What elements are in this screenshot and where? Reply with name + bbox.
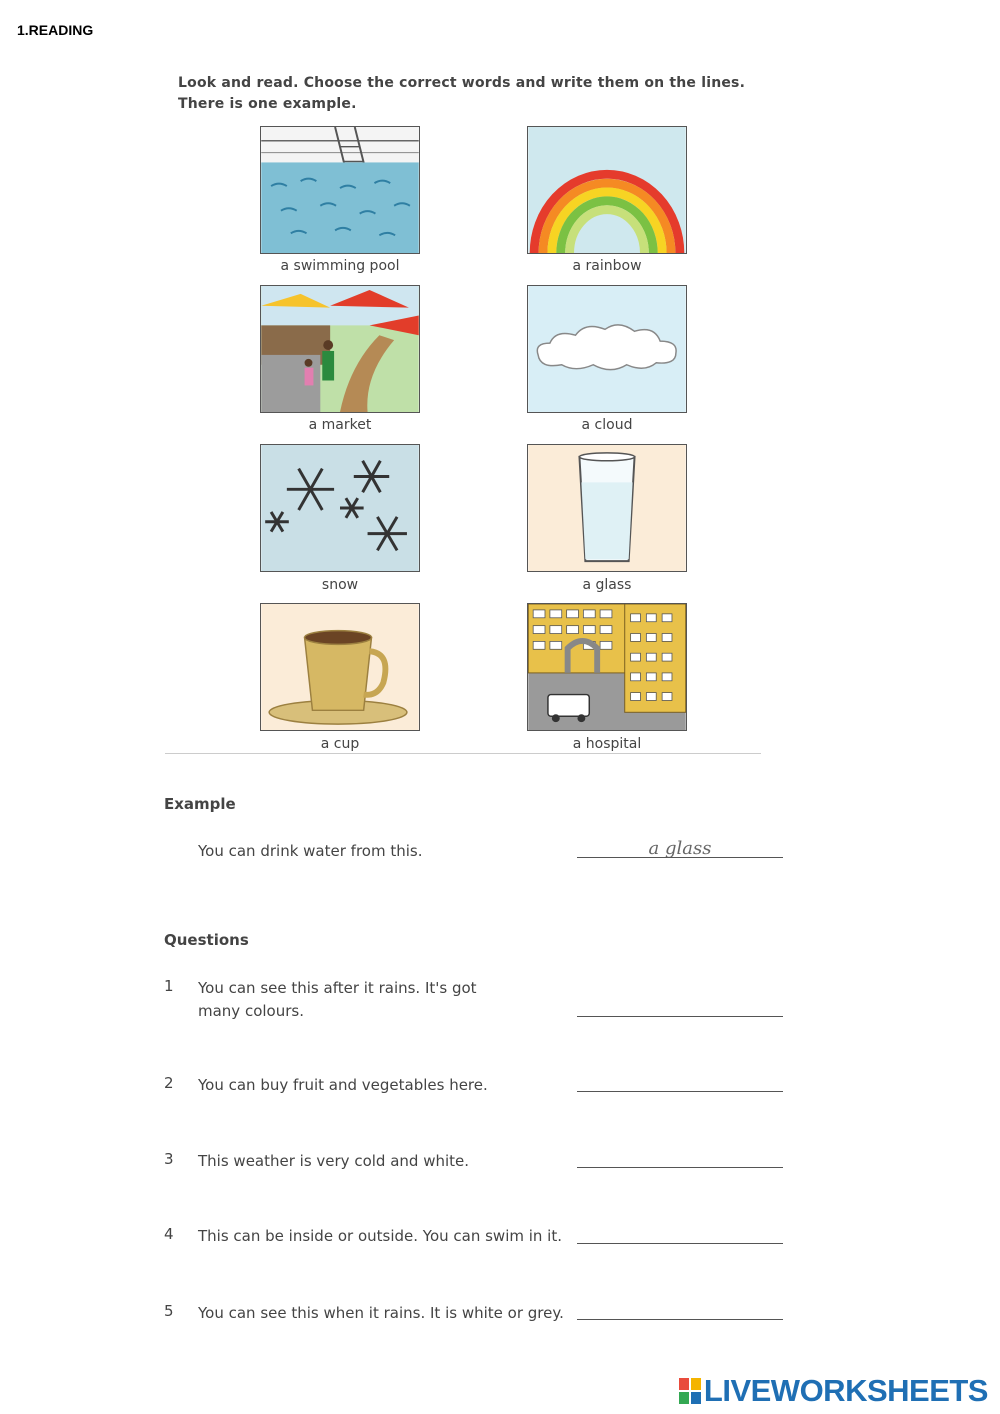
question-5-number: 5 (164, 1302, 174, 1320)
question-2-text: You can buy fruit and vegetables here. (198, 1076, 488, 1094)
liveworksheets-brand (679, 1373, 988, 1409)
rainbow-picture (527, 126, 687, 254)
divider (165, 753, 761, 754)
caption-swimming-pool: a swimming pool (280, 258, 400, 274)
cup-picture (260, 603, 420, 731)
rainbow-icon (528, 127, 686, 253)
caption-glass: a glass (582, 577, 632, 593)
question-3-answer-line[interactable] (577, 1167, 783, 1168)
example-heading: Example (164, 795, 236, 813)
cup-icon (261, 604, 419, 730)
question-1-text-line-1: You can see this after it rains. It's got (198, 979, 477, 997)
snowflake-icon (261, 445, 419, 571)
cloud-icon (528, 286, 686, 412)
brand-name: LIVEWORKSHEETS (703, 1373, 988, 1408)
caption-cloud: a cloud (581, 417, 633, 433)
market-icon (261, 286, 419, 412)
cloud-picture (527, 285, 687, 413)
question-1-text-line-2: many colours. (198, 1002, 304, 1020)
example-answer-line (577, 857, 783, 858)
snow-picture (260, 444, 420, 572)
example-text: You can drink water from this. (198, 842, 423, 860)
question-4-answer-line[interactable] (577, 1243, 783, 1244)
swimming-pool-picture (260, 126, 420, 254)
section-label: 1.READING (17, 22, 94, 38)
question-1-answer-line[interactable] (577, 1016, 783, 1017)
caption-snow: snow (321, 577, 359, 593)
caption-hospital: a hospital (572, 736, 642, 752)
liveworksheets-logo-icon (679, 1378, 701, 1404)
example-answer: a glass (648, 838, 712, 859)
question-5-answer-line[interactable] (577, 1319, 783, 1320)
caption-rainbow: a rainbow (572, 258, 642, 274)
instructions-line-2: There is one example. (178, 96, 357, 112)
question-4-text: This can be inside or outside. You can swim in it. (198, 1227, 562, 1245)
question-3-number: 3 (164, 1150, 174, 1168)
question-5-text: You can see this when it rains. It is white or grey. (198, 1304, 564, 1322)
market-picture (260, 285, 420, 413)
question-1-number: 1 (164, 977, 174, 995)
swimming-pool-icon (261, 127, 419, 253)
instructions-line-1: Look and read. Choose the correct words and write them on the lines. (178, 75, 746, 91)
glass-picture (527, 444, 687, 572)
caption-cup: a cup (320, 736, 360, 752)
hospital-picture (527, 603, 687, 731)
question-2-number: 2 (164, 1074, 174, 1092)
glass-icon (528, 445, 686, 571)
hospital-icon (528, 604, 686, 730)
question-2-answer-line[interactable] (577, 1091, 783, 1092)
caption-market: a market (308, 417, 372, 433)
questions-heading: Questions (164, 931, 249, 949)
question-3-text: This weather is very cold and white. (198, 1152, 470, 1170)
question-4-number: 4 (164, 1225, 174, 1243)
